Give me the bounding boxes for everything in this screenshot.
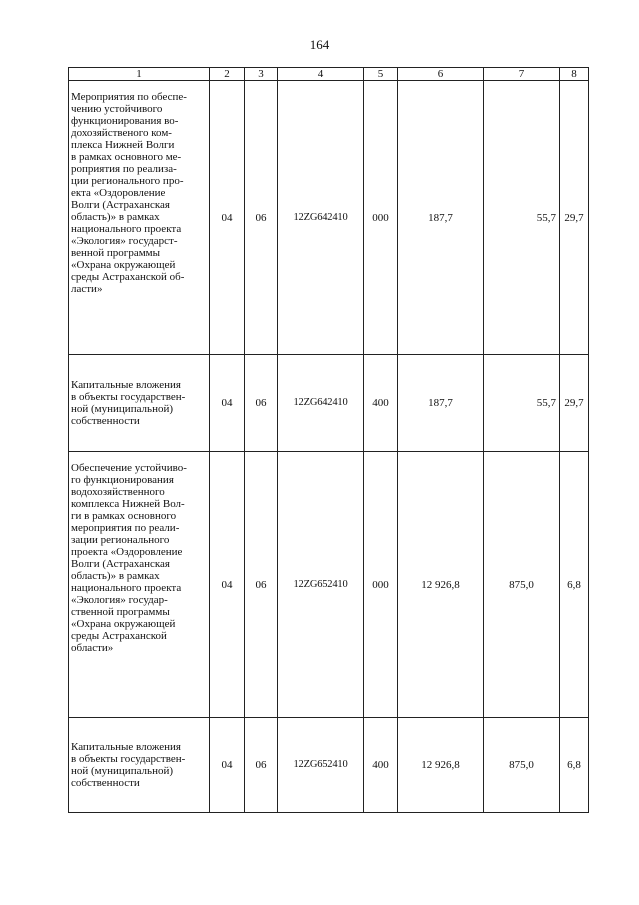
section-code-cell: 04 xyxy=(210,718,245,813)
table-row xyxy=(69,718,589,813)
column-header: 7 xyxy=(484,68,560,81)
table-header-row xyxy=(69,68,589,81)
amount-cell: 55,7 xyxy=(484,355,560,452)
amount-cell: 187,7 xyxy=(398,355,484,452)
subsection-code-cell: 06 xyxy=(245,355,278,452)
amount-cell: 875,0 xyxy=(484,718,560,813)
section-code-cell: 04 xyxy=(210,452,245,718)
column-header: 1 xyxy=(69,68,210,81)
amount-cell: 12 926,8 xyxy=(398,718,484,813)
column-header: 4 xyxy=(278,68,364,81)
row-name-cell: Мероприятия по обеспе- чению устойчивого функционирования во- дохозяйственого ком- плекса Нижней Волги в рамках основного ме- роприятия по реализа- ции регионального про- екта «Оздоровление Волги (Астраханская область)» в рамках национального проекта «Экология» государст- венной программы «Охрана окружающей среды Астраханской об- ласти» xyxy=(69,81,210,355)
expense-type-cell: 400 xyxy=(364,718,398,813)
page-number: 164 xyxy=(309,37,330,52)
subsection-code-cell: 06 xyxy=(245,81,278,355)
row-name-cell: Капитальные вложения в объекты государствен- ной (муниципальной) собственности xyxy=(69,718,210,813)
column-header: 3 xyxy=(245,68,278,81)
percent-cell: 29,7 xyxy=(560,355,589,452)
table-row xyxy=(69,355,589,452)
table-row xyxy=(69,81,589,355)
column-header: 5 xyxy=(364,68,398,81)
subsection-code-cell: 06 xyxy=(245,718,278,813)
target-article-cell: 12ZG652410 xyxy=(278,452,364,718)
section-code-cell: 04 xyxy=(210,81,245,355)
budget-table xyxy=(68,67,589,813)
expense-type-cell: 000 xyxy=(364,452,398,718)
column-header: 6 xyxy=(398,68,484,81)
amount-cell: 187,7 xyxy=(398,81,484,355)
section-code-cell: 04 xyxy=(210,355,245,452)
target-article-cell: 12ZG642410 xyxy=(278,81,364,355)
row-name-cell: Обеспечение устойчиво- го функционирования водохозяйственного комплекса Нижней Вол- ги в рамках основного мероприятия по реали- зации регионального проекта «Оздоровление Волги (Астраханская область)» в рамках национального проекта «Экология» государ- ственной программы «Охрана окружающей среды Астраханской области» xyxy=(69,452,210,718)
percent-cell: 6,8 xyxy=(560,718,589,813)
target-article-cell: 12ZG642410 xyxy=(278,355,364,452)
amount-cell: 875,0 xyxy=(484,452,560,718)
percent-cell: 6,8 xyxy=(560,452,589,718)
expense-type-cell: 400 xyxy=(364,355,398,452)
column-header: 2 xyxy=(210,68,245,81)
amount-cell: 55,7 xyxy=(484,81,560,355)
percent-cell: 29,7 xyxy=(560,81,589,355)
expense-type-cell: 000 xyxy=(364,81,398,355)
target-article-cell: 12ZG652410 xyxy=(278,718,364,813)
amount-cell: 12 926,8 xyxy=(398,452,484,718)
row-name-cell: Капитальные вложения в объекты государствен- ной (муниципальной) собственности xyxy=(69,355,210,452)
column-header: 8 xyxy=(560,68,589,81)
subsection-code-cell: 06 xyxy=(245,452,278,718)
table-row xyxy=(69,452,589,718)
